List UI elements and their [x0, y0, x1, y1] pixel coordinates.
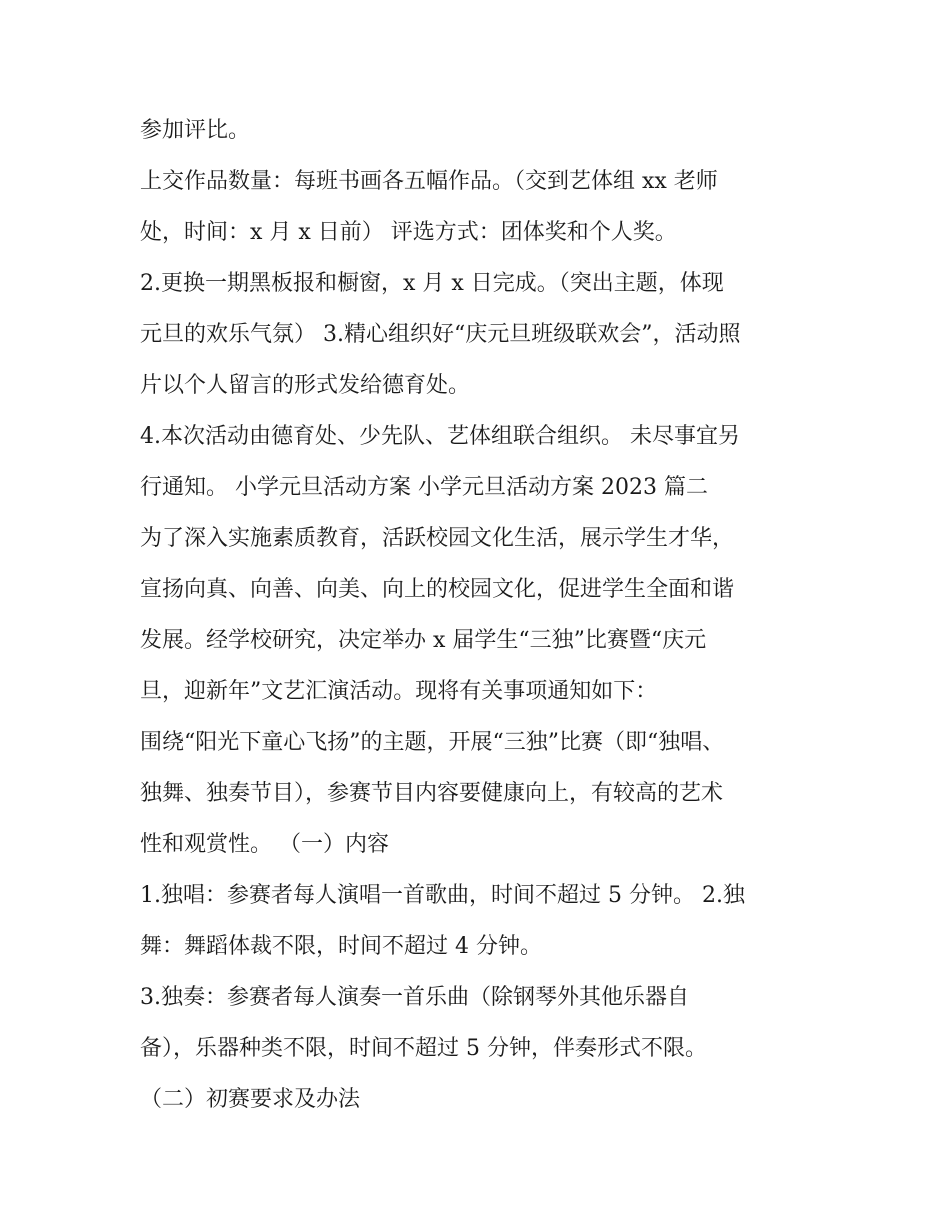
- text-line-16: 1.独唱：参赛者每人演唱一首歌曲，时间不超过 5 分钟。 2.独: [140, 883, 745, 908]
- text-line-8: 行通知。 小学元旦活动方案 小学元旦活动方案 2023 篇二: [140, 475, 708, 500]
- text-line-10: 宣扬向真、向善、向美、向上的校园文化，促进学生全面和谐: [140, 577, 735, 602]
- text-line-2: 上交作品数量：每班书画各五幅作品。（交到艺体组 xx 老师: [140, 169, 718, 194]
- text-line-14: 独舞、独奏节目），参赛节目内容要健康向上，有较高的艺术: [140, 781, 724, 806]
- text-line-12: 旦，迎新年”文艺汇演活动。现将有关事项通知如下：: [140, 679, 658, 704]
- text-line-13: 围绕“阳光下童心飞扬”的主题，开展“三独”比赛（即“独唱、: [140, 730, 725, 755]
- text-line-19: 备），乐器种类不限，时间不超过 5 分钟，伴奏形式不限。: [140, 1036, 707, 1061]
- text-line-5: 元旦的欢乐气氛） 3.精心组织好“庆元旦班级联欢会”，活动照: [140, 322, 741, 347]
- text-line-4: 2.更换一期黑板报和橱窗，x 月 x 日完成。（突出主题，体现: [140, 271, 724, 296]
- text-line-1: 参加评比。: [140, 118, 251, 143]
- text-line-9: 为了深入实施素质教育，活跃校园文化生活，展示学生才华，: [140, 526, 735, 551]
- text-line-7: 4.本次活动由德育处、少先队、艺体组联合组织。 未尽事宜另: [140, 424, 740, 449]
- text-line-20: （二）初赛要求及办法: [140, 1087, 361, 1112]
- text-line-6: 片以个人留言的形式发给德育处。: [140, 373, 471, 398]
- document-body: [140, 105, 830, 1125]
- text-line-3: 处，时间：x 月 x 日前） 评选方式：团体奖和个人奖。: [140, 220, 677, 245]
- text-line-11: 发展。经学校研究，决定举办 x 届学生“三独”比赛暨“庆元: [140, 628, 707, 653]
- text-line-18: 3.独奏：参赛者每人演奏一首乐曲（除钢琴外其他乐器自: [140, 985, 689, 1010]
- text-line-15: 性和观赏性。 （一）内容: [140, 832, 389, 857]
- text-line-17: 舞：舞蹈体裁不限，时间不超过 4 分钟。: [140, 934, 542, 959]
